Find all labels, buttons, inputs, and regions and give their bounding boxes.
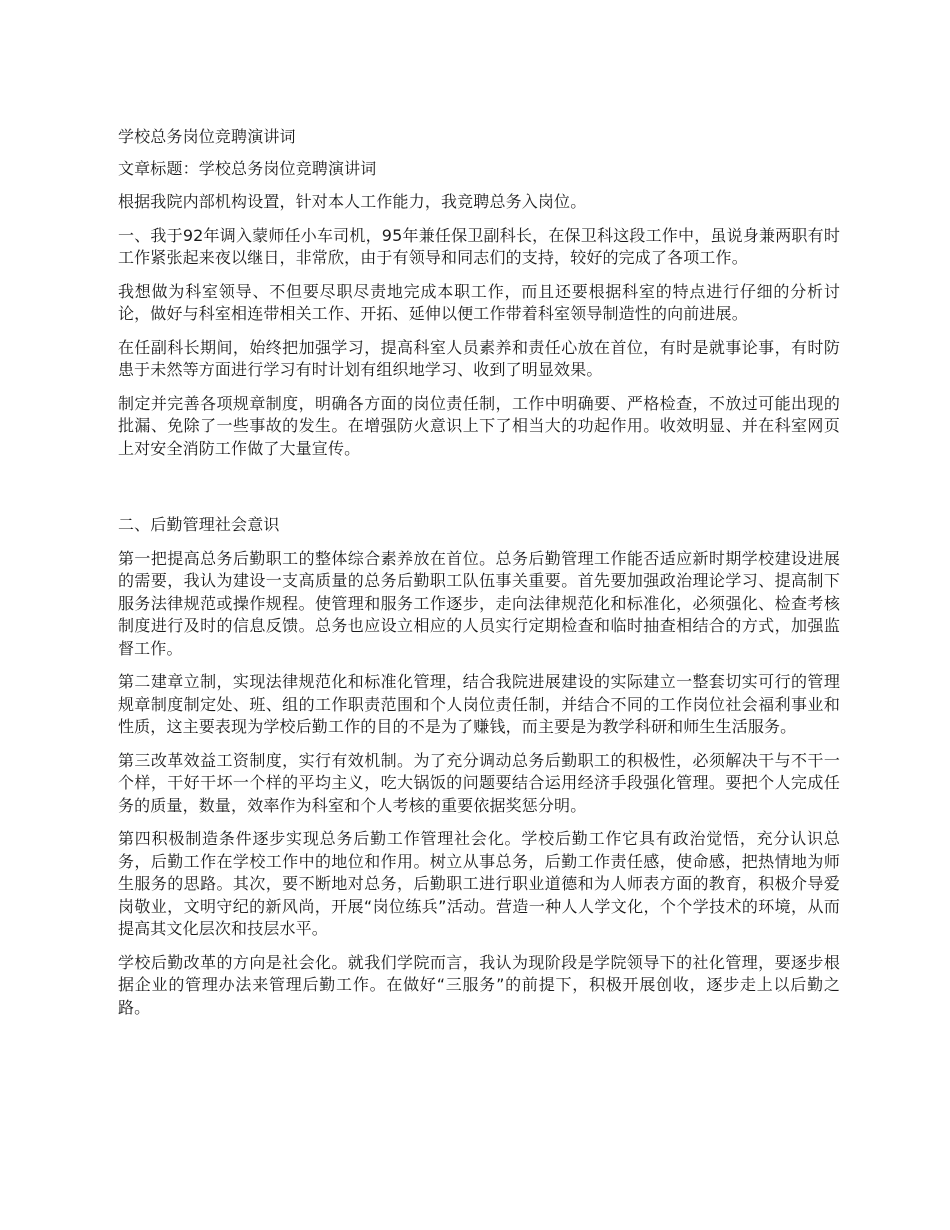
document-body: [118, 126, 840, 1030]
paragraph: 在任副科长期间，始终把加强学习，提高科室人员素养和责任心放在首位，有时是就事论事，有时防患于未然等方面进行学习有时计划有组织地学习、收到了明显效果。: [118, 337, 840, 379]
paragraph: 第三改革效益工资制度，实行有效机制。为了充分调动总务后勤职工的积极性，必须解决干与不干一个样，干好干坏一个样的平均主义，吃大锅饭的问题要结合运用经济手段强化管理。要把个人完成任务的质量，数量，效率作为科室和个人考核的重要依据奖惩分明。: [118, 750, 840, 815]
paragraph: 学校后勤改革的方向是社会化。就我们学院而言，我认为现阶段是学院领导下的社化管理，要逐步根据企业的管理办法来管理后勤工作。在做好“三服务”的前提下，积极开展创收，逐步走上以后勤之路。: [118, 952, 840, 1017]
paragraph: 我想做为科室领导、不但要尽职尽责地完成本职工作，而且还要根据科室的特点进行仔细的分析讨论，做好与科室相连带相关工作、开拓、延伸以便工作带着科室领导制造性的向前进展。: [118, 281, 840, 323]
document-title: 学校总务岗位竞聘演讲词: [118, 127, 296, 146]
section-gap: [118, 471, 840, 514]
paragraph: 制定并完善各项规章制度，明确各方面的岗位责任制，工作中明确要、严格检查，不放过可能出现的批漏、免除了一些事故的发生。在增强防火意识上下了相当大的功起作用。收效明显、并在科室网页上对安全消防工作做了大量宣传。: [118, 393, 840, 458]
article-title: 文章标题：学校总务岗位竞聘演讲词: [118, 158, 377, 178]
paragraph: 第四积极制造条件逐步实现总务后勤工作管理社会化。学校后勤工作它具有政治觉悟，充分认识总务，后勤工作在学校工作中的地位和作用。树立从事总务，后勤工作责任感，使命感，把热情地为师生服务的思路。其次，要不断地对总务，后勤职工进行职业道德和为人师表方面的教育，积极介导爱岗敬业，文明守纪的新风尚，开展“岗位练兵”活动。营造一种人人学文化，个个学技术的环境，从而提高其文化层次和技层水平。: [118, 829, 840, 938]
section-heading: 二、后勤管理社会意识: [118, 515, 280, 534]
paragraph: 一、我于92年调入蒙师任小车司机，95年兼任保卫副科长，在保卫科这段工作中，虽说身兼两职有时工作紧张起来夜以继日，非常欣，由于有领导和同志们的支持，较好的完成了各项工作。: [118, 225, 840, 267]
paragraph: 第一把提高总务后勤职工的整体综合素养放在首位。总务后勤管理工作能否适应新时期学校建设进展的需要，我认为建设一支高质量的总务后勤职工队伍事关重要。首先要加强政治理论学习、提高制下服务法律规范或操作规程。使管理和服务工作逐步，走向法律规范化和标准化，必须强化、检查考核制度进行及时的信息反馈。总务也应设立相应的人员实行定期检查和临时抽查相结合的方式，加强监督工作。: [118, 548, 840, 658]
paragraph: 根据我院内部机构设置，针对本人工作能力，我竞聘总务入岗位。: [118, 192, 587, 211]
paragraph: 第二建章立制，实现法律规范化和标准化管理，结合我院进展建设的实际建立一整套切实可行的管理规章制度制定处、班、组的工作职责范围和个人岗位责任制，并结合不同的工作岗位社会福利事业和性质，这主要表现为学校后勤工作的目的不是为了赚钱，而主要是为教学科研和师生生活服务。: [118, 672, 840, 736]
